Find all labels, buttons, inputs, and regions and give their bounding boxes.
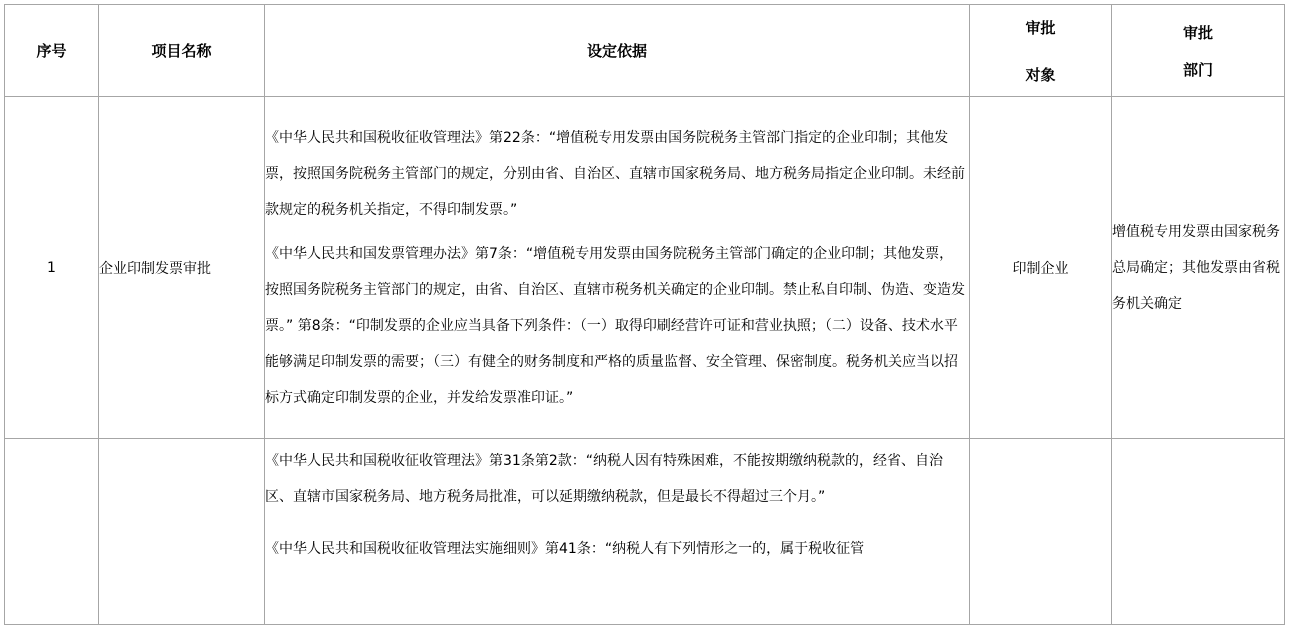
basis-paragraph: 《中华人民共和国税收征收管理法》第31条第2款：“纳税人因有特殊困难，不能按期缴纳税款的，经省、自治区、直辖市国家税务局、地方税务局批准，可以延期缴纳税款，但是最长不得超过三个月。” — [265, 453, 943, 505]
approval-items-table — [4, 4, 1285, 625]
row-basis — [265, 97, 970, 439]
row-approval-dept: 增值税专用发票由国家税务总局确定；其他发票由省税务机关确定 — [1112, 97, 1285, 439]
row-project-name — [99, 439, 265, 625]
basis-paragraph: 《中华人民共和国税收征收管理法实施细则》第41条：“纳税人有下列情形之一的，属于税收征管 — [265, 541, 865, 557]
header-dept-line1: 审批 — [1182, 23, 1213, 42]
header-approval-dept — [1112, 5, 1285, 97]
header-approval-target — [970, 5, 1112, 97]
row-seq — [5, 439, 99, 625]
header-target-line1: 审批 — [1025, 18, 1056, 37]
header-basis: 设定依据 — [265, 5, 970, 97]
basis-paragraph: 《中华人民共和国税收征收管理法》第22条：“增值税专用发票由国务院税务主管部门指定的企业印制；其他发票，按照国务院税务主管部门的规定，分别由省、自治区、直辖市国家税务局、地方税务局指定企业印制。未经前款规定的税务机关指定，不得印制发票。” — [265, 129, 965, 218]
header-project-name: 项目名称 — [99, 5, 265, 97]
row-approval-dept — [1112, 439, 1285, 625]
header-dept-line2: 部门 — [1182, 60, 1213, 79]
row-seq: 1 — [5, 97, 99, 439]
header-seq: 序号 — [5, 5, 99, 97]
basis-paragraph: 《中华人民共和国发票管理办法》第7条：“增值税专用发票由国务院税务主管部门确定的企业印制；其他发票，按照国务院税务主管部门的规定，由省、自治区、直辖市税务机关确定的企业印制。禁止私自印制、伪造、变造发票。” 第8条：“印制发票的企业应当具备下列条件：（一）取得印刷经营许可证和营业执照；（二）设备、技术水平能够满足印制发票的需要；（三）有健全的财务制度和严格的质量监督、安全管理、保密制度。税务机关应当以招标方式确定印制发票的企业，并发给发票准印证。” — [265, 245, 965, 406]
row-approval-target: 印制企业 — [970, 97, 1112, 439]
table-row — [5, 97, 1285, 439]
row-basis — [265, 439, 970, 625]
table-row — [5, 439, 1285, 625]
header-target-line2: 对象 — [1025, 65, 1056, 84]
row-approval-target — [970, 439, 1112, 625]
row-project-name: 企业印制发票审批 — [99, 97, 265, 439]
table-header-row — [5, 5, 1285, 97]
